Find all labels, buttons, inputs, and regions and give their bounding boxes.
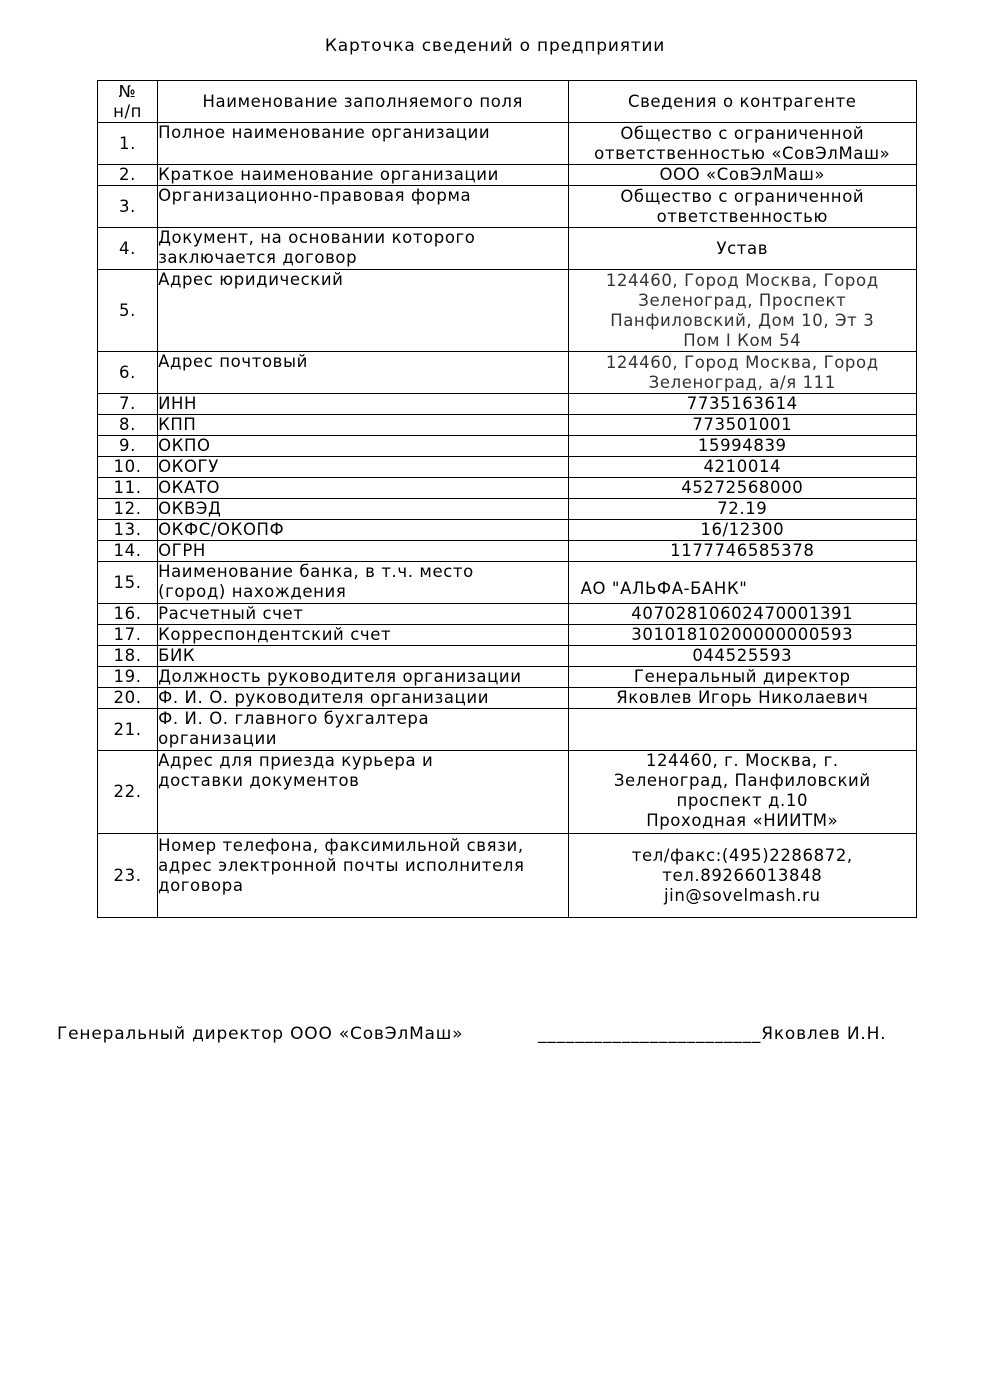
- table-row: [98, 352, 917, 394]
- row-value: тел/факс:(495)2286872, тел.89266013848 jin@sovelmash.ru: [568, 834, 916, 918]
- row-number: 14.: [98, 541, 158, 562]
- row-number: 9.: [98, 436, 158, 457]
- row-field: Расчетный счет: [158, 604, 569, 625]
- row-value: 15994839: [568, 436, 916, 457]
- row-number: 7.: [98, 394, 158, 415]
- row-value: Общество с ограниченной ответственностью «СовЭлМаш»: [568, 123, 916, 165]
- row-field: Корреспондентский счет: [158, 625, 569, 646]
- row-number: 10.: [98, 457, 158, 478]
- row-number: 17.: [98, 625, 158, 646]
- table-row: [98, 165, 917, 186]
- row-number: 5.: [98, 270, 158, 352]
- table-row: [98, 270, 917, 352]
- row-field: КПП: [158, 415, 569, 436]
- table-row: [98, 709, 917, 751]
- signature-block: [538, 1024, 886, 1044]
- table-row: [98, 751, 917, 834]
- row-value: Генеральный директор: [568, 667, 916, 688]
- row-number: 19.: [98, 667, 158, 688]
- table-row: [98, 604, 917, 625]
- row-field: ОКОГУ: [158, 457, 569, 478]
- signatory-name: Яковлев И.Н.: [761, 1024, 887, 1044]
- document-title: Карточка сведений о предприятии: [324, 36, 666, 56]
- table-header-row: [98, 81, 917, 123]
- header-value: Сведения о контрагенте: [568, 81, 916, 123]
- row-number: 22.: [98, 751, 158, 834]
- row-value: Общество с ограниченной ответственностью: [568, 186, 916, 228]
- table-row: [98, 394, 917, 415]
- row-value: 45272568000: [568, 478, 916, 499]
- row-number: 21.: [98, 709, 158, 751]
- row-value: Яковлев Игорь Николаевич: [568, 688, 916, 709]
- row-field: ОКПО: [158, 436, 569, 457]
- row-number: 23.: [98, 834, 158, 918]
- row-field: Адрес почтовый: [158, 352, 569, 394]
- table-row: [98, 834, 917, 918]
- row-field: Должность руководителя организации: [158, 667, 569, 688]
- row-value: 72.19: [568, 499, 916, 520]
- row-field: Номер телефона, факсимильной связи, адрес электронной почты исполнителя договора: [158, 834, 569, 918]
- table-row: [98, 520, 917, 541]
- table-row: [98, 541, 917, 562]
- row-value: ООО «СовЭлМаш»: [568, 165, 916, 186]
- table-row: [98, 415, 917, 436]
- row-field: БИК: [158, 646, 569, 667]
- table-row: [98, 688, 917, 709]
- row-field: ОГРН: [158, 541, 569, 562]
- row-field: Организационно-правовая форма: [158, 186, 569, 228]
- table-row: [98, 499, 917, 520]
- row-value: 044525593: [568, 646, 916, 667]
- row-value: 1177746585378: [568, 541, 916, 562]
- row-field: ОКФС/ОКОПФ: [158, 520, 569, 541]
- row-value: 7735163614: [568, 394, 916, 415]
- row-field: Ф. И. О. руководителя организации: [158, 688, 569, 709]
- signatory-role: Генеральный директор ООО «СовЭлМаш»: [57, 1024, 464, 1044]
- table-row: [98, 667, 917, 688]
- row-value: АО "АЛЬФА-БАНК": [568, 562, 916, 604]
- row-number: 6.: [98, 352, 158, 394]
- row-field: Полное наименование организации: [158, 123, 569, 165]
- row-number: 8.: [98, 415, 158, 436]
- row-value: 16/12300: [568, 520, 916, 541]
- row-field: Ф. И. О. главного бухгалтера организации: [158, 709, 569, 751]
- table-row: [98, 123, 917, 165]
- row-number: 15.: [98, 562, 158, 604]
- row-number: 11.: [98, 478, 158, 499]
- company-info-table: [97, 80, 917, 918]
- signature-line: ________________________: [538, 1024, 762, 1044]
- table-row: [98, 646, 917, 667]
- row-number: 3.: [98, 186, 158, 228]
- row-field: ОКАТО: [158, 478, 569, 499]
- row-value: 30101810200000000593: [568, 625, 916, 646]
- header-number: № н/п: [98, 81, 158, 123]
- row-number: 4.: [98, 228, 158, 270]
- row-field: Адрес для приезда курьера и доставки документов: [158, 751, 569, 834]
- row-value: [568, 709, 916, 751]
- row-value: 4210014: [568, 457, 916, 478]
- header-field-name: Наименование заполняемого поля: [158, 81, 569, 123]
- table-row: [98, 436, 917, 457]
- row-number: 12.: [98, 499, 158, 520]
- row-value: 124460, Город Москва, Город Зеленоград, а/я 111: [568, 352, 916, 394]
- row-field: Краткое наименование организации: [158, 165, 569, 186]
- row-number: 16.: [98, 604, 158, 625]
- table-row: [98, 625, 917, 646]
- table-row: [98, 228, 917, 270]
- row-value: 40702810602470001391: [568, 604, 916, 625]
- table-row: [98, 457, 917, 478]
- row-field: Адрес юридический: [158, 270, 569, 352]
- row-value: 773501001: [568, 415, 916, 436]
- row-number: 2.: [98, 165, 158, 186]
- row-value: Устав: [568, 228, 916, 270]
- table-row: [98, 562, 917, 604]
- row-field: ИНН: [158, 394, 569, 415]
- row-field: Документ, на основании которого заключается договор: [158, 228, 569, 270]
- row-number: 18.: [98, 646, 158, 667]
- table-row: [98, 186, 917, 228]
- row-value: 124460, Город Москва, Город Зеленоград, Проспект Панфиловский, Дом 10, Эт 3 Пом I Ком 54: [568, 270, 916, 352]
- row-number: 20.: [98, 688, 158, 709]
- row-number: 1.: [98, 123, 158, 165]
- table-row: [98, 478, 917, 499]
- row-value: 124460, г. Москва, г. Зеленоград, Панфиловский проспект д.10 Проходная «НИИТМ»: [568, 751, 916, 834]
- row-field: ОКВЭД: [158, 499, 569, 520]
- row-field: Наименование банка, в т.ч. место (город) нахождения: [158, 562, 569, 604]
- row-number: 13.: [98, 520, 158, 541]
